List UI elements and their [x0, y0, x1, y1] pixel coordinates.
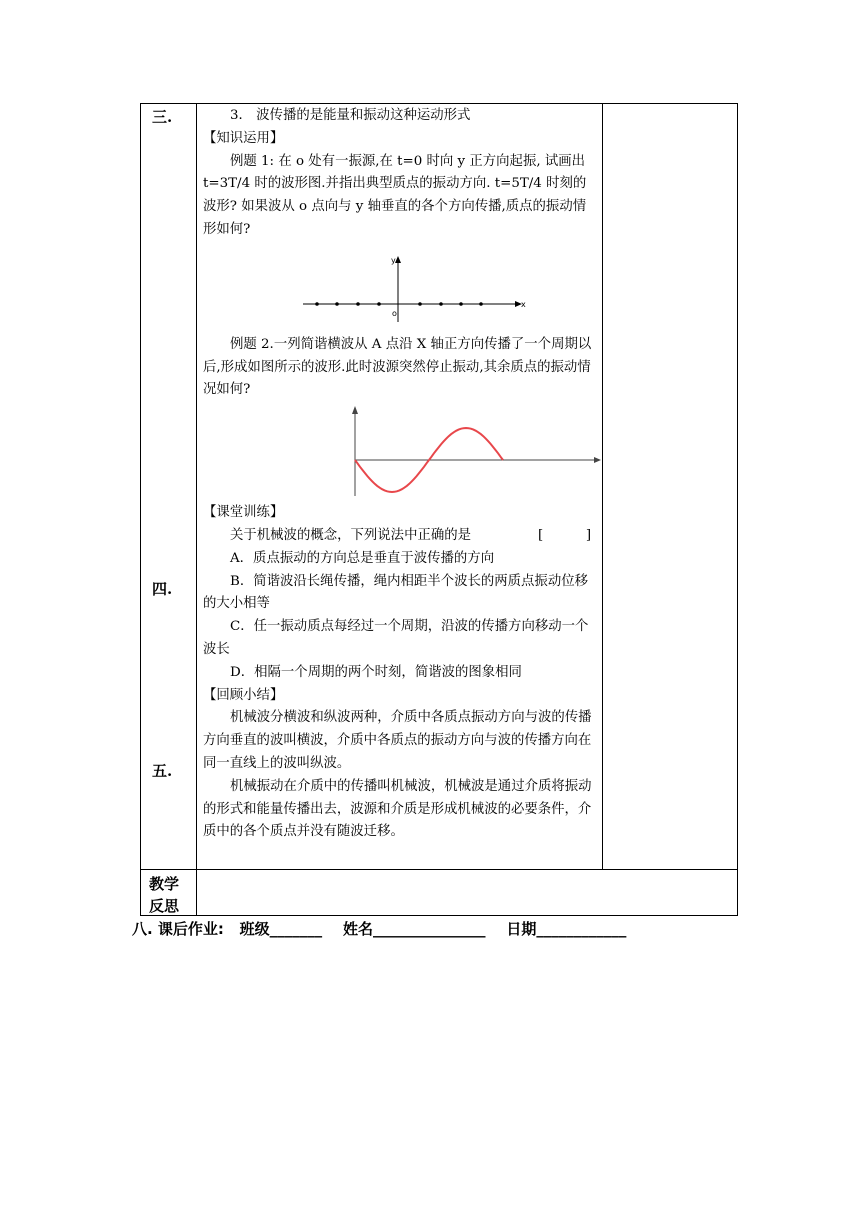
axis-point	[459, 302, 463, 306]
wave-y-arrow	[352, 406, 358, 414]
point-3: 3． 波传播的是能量和振动这种运动形式	[230, 108, 471, 123]
wave-x-arrow	[594, 457, 601, 463]
y-arrow	[395, 256, 401, 263]
section-label-4: 四.	[152, 580, 173, 598]
knowledge-heading: 【知识运用】	[203, 130, 284, 146]
summary-paragraph-2: 机械振动在介质中的传播叫机械波，机械波是通过介质将振动的形式和能量传播出去，波源和介质是形成机械波的必要条件，介质中的各个质点并没有随波迁移。	[203, 778, 592, 840]
option-d: D．相隔一个周期的两个时刻，简谐波的图象相同	[230, 664, 522, 680]
training-heading: 【课堂训练】	[203, 505, 284, 521]
table-divider-reflection	[140, 869, 738, 870]
option-c: C．任一振动质点每经过一个周期，沿波的传播方向移动一个波长	[203, 619, 589, 657]
option-b: B．简谐波沿长绳传播，绳内相距半个波长的两质点振动位移的大小相等	[203, 573, 588, 612]
y-label: y	[391, 255, 396, 265]
summary-paragraph-1: 机械波分横波和纵波两种，介质中各质点振动方向与波的传播方向垂直的波叫横波，介质中各质点的振动方向与波的传播方向在同一直线上的波叫纵波。	[203, 710, 592, 771]
wave-figure	[351, 406, 601, 498]
question-text: 关于机械波的概念，下列说法中正确的是	[230, 527, 472, 543]
x-label: x	[521, 299, 526, 309]
lesson-content	[203, 105, 599, 844]
reflection-label: 教学 反思	[149, 875, 180, 915]
section-label-3: 三.	[152, 108, 173, 126]
table-divider-right	[602, 103, 603, 870]
example-1: 例题 1: 在 o 处有一振源,在 t=0 时向 y 正方向起振, 试画出 t=3T/4 时的波形图.并指出典型质点的振动方向. t=5T/4 时刻的波形? 如果波从 o 点向与 y 轴垂直的各个方向传播,质点的振动情形如何?	[203, 153, 587, 237]
axis-point	[377, 302, 381, 306]
axis-point	[479, 302, 483, 306]
axis-point	[418, 302, 422, 306]
axis-point	[356, 302, 360, 306]
axis-point	[315, 302, 319, 306]
homework-line: 八. 课后作业: 班级_______ 姓名_______________ 日期____________	[132, 920, 627, 938]
section-label-5: 五.	[152, 762, 173, 780]
origin-label: o	[392, 308, 397, 318]
axis-point	[439, 302, 443, 306]
summary-heading: 【回顾小结】	[203, 687, 284, 703]
table-divider-left	[196, 103, 197, 916]
option-a: A．质点振动的方向总是垂直于波传播的方向	[230, 550, 495, 566]
training-question	[203, 525, 599, 548]
axis-point	[335, 302, 339, 306]
axis-figure	[303, 256, 528, 326]
example-2: 例题 2.一列简谐横波从 A 点沿 X 轴正方向传播了一个周期以后,形成如图所示的波形.此时波源突然停止振动,其余质点的振动情况如何?	[203, 336, 592, 398]
answer-bracket: [ ]	[538, 527, 592, 543]
